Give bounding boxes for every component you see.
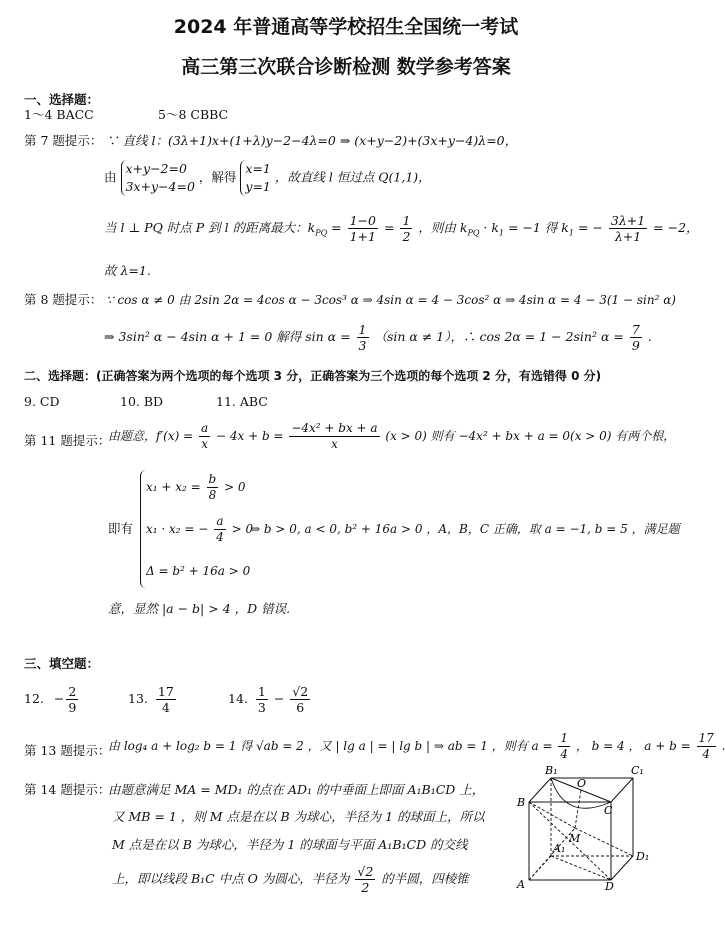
edge-BB1 bbox=[529, 778, 551, 802]
hint11-frac1: $\frac{a}{x}$ bbox=[201, 421, 209, 451]
edge-MO bbox=[575, 790, 581, 828]
answer-13: 13. $\frac{17}{4}$ bbox=[128, 684, 174, 715]
hint7-p3e: = − bbox=[577, 220, 603, 235]
hint7-system1 bbox=[121, 160, 195, 196]
label-B: B bbox=[517, 796, 526, 809]
hint11-conditions bbox=[140, 470, 254, 588]
edge-A1D bbox=[551, 856, 611, 880]
label-C1: C₁ bbox=[631, 764, 644, 777]
hint8-frac2: $\frac{7}{9}$ bbox=[631, 322, 640, 353]
hint7-you: 由 bbox=[104, 169, 117, 185]
hint11-cond3: Δ = b² + 16a > 0 bbox=[146, 564, 251, 578]
label-O: O bbox=[577, 777, 587, 790]
hint7-frac1: $\frac{1-0}{1+1}$ bbox=[349, 213, 376, 244]
hint8-p2a: ⇒ 3sin² α − 4sin α + 1 = 0 解得 sin α = bbox=[104, 329, 351, 344]
section1-heading: 一、选择题： bbox=[24, 92, 100, 107]
hint8-p2c: . bbox=[647, 329, 652, 344]
answer-12: 12. − $\frac{2}{9}$ bbox=[24, 684, 77, 715]
hint7-solve: ，解得 bbox=[198, 169, 237, 185]
edge-CC1 bbox=[611, 778, 633, 802]
label-A: A bbox=[517, 878, 525, 891]
hint7-eq: = bbox=[331, 220, 342, 235]
hint14-line3: M 点是在以 B 为球心，半径为 1 的球面与平面 A₁B₁CD 的交线 bbox=[112, 837, 468, 852]
edge-MD1 bbox=[575, 828, 633, 856]
hint8-line2 bbox=[104, 322, 652, 353]
label-B1: B₁ bbox=[545, 764, 558, 777]
hint7-conclusion: 故 λ=1. bbox=[104, 263, 151, 278]
hint11-p1b: − 4x + b = bbox=[215, 429, 284, 443]
hint11-p1a: 由题意，f′(x) = bbox=[108, 429, 194, 443]
hint11-line1 bbox=[108, 421, 675, 452]
answer-10: 10. BD bbox=[120, 394, 164, 409]
hint7-k1-sub: 1 bbox=[498, 228, 504, 238]
hint7-eq2b: = bbox=[383, 220, 395, 235]
hint7-kpq-sub2: PQ bbox=[467, 228, 480, 238]
hint11-line3: 意，显然 |a − b| > 4 ，D 错误. bbox=[108, 601, 291, 616]
hint7-fixed-point: ，故直线 l 恒过点 Q(1,1)， bbox=[274, 169, 431, 185]
hint7-kpq-sub: PQ bbox=[315, 228, 328, 238]
hint7-p3c: · k bbox=[483, 220, 499, 235]
hint14-line2: 又 MB = 1 ，则 M 点是在以 B 为球心，半径为 1 的球面上，所以 bbox=[112, 809, 485, 824]
hint7-sol2: y=1 bbox=[245, 179, 271, 194]
label-D1: D₁ bbox=[636, 850, 650, 863]
hint11-p1c: (x > 0) 则有 −4x² + bx + a = 0(x > 0) 有两个根， bbox=[385, 429, 676, 443]
doc-title-line1: 2024 年普通高等学校招生全国统一考试 bbox=[173, 16, 519, 38]
answers-5-8: 5～8 CBBC bbox=[158, 107, 229, 122]
answer-9: 9. CD bbox=[24, 394, 60, 409]
hint14-label: 第 14 题提示： bbox=[24, 782, 111, 797]
doc-title-line2: 高三第三次联合诊断检测 数学参考答案 bbox=[181, 56, 511, 78]
hint7-eq1: x+y−2=0 bbox=[125, 161, 187, 176]
hint7-eq2: 3x+y−4=0 bbox=[125, 179, 195, 194]
hint7-system2 bbox=[240, 160, 271, 196]
label-M: M bbox=[569, 832, 581, 845]
answers-1-4: 1～4 BACC bbox=[24, 107, 94, 122]
hint14-line4: 上，即以线段 B₁C 中点 O 为圆心，半径为 $\frac{√2}{2}$ 的半圆，四棱锥 bbox=[112, 864, 469, 895]
edge-DD1 bbox=[611, 856, 633, 880]
cube-figure bbox=[505, 762, 655, 892]
hint14-line1: 由题意满足 MA = MD₁ 的点在 AD₁ 的中垂面上即面 A₁B₁CD 上， bbox=[108, 782, 485, 797]
hint11-frac2: $\frac{\text{−4x² + bx + a}}{x}$ bbox=[291, 421, 378, 451]
hint7-p3a: 当 l ⊥ PQ 时点 P 到 l 的距离最大：k bbox=[104, 220, 316, 235]
hint7-label: 第 7 题提示： bbox=[24, 133, 103, 148]
hint11-cond1: x₁ + x₂ = $\frac{b}{8}$ > 0 bbox=[146, 472, 246, 502]
label-D: D bbox=[605, 880, 614, 893]
hint7-line1: ∵ 直线 l：(3λ+1)x+(1+λ)y−2−4λ=0 ⇒ (x+y−2)+(3x+y−4)λ=0， bbox=[106, 133, 518, 148]
answer-11: 11. ABC bbox=[216, 394, 268, 409]
label-A1: A₁ bbox=[553, 842, 566, 855]
hint7-p3d: = −1 得 k bbox=[507, 220, 569, 235]
hint7-line3 bbox=[104, 213, 699, 244]
hint11-line2: ⇒ b > 0, a < 0, b² + 16a > 0 ，A，B，C 正确，取 a = −1, b = 5 ，满足题 bbox=[250, 522, 680, 536]
hint7-system-line bbox=[104, 160, 431, 196]
hint11-jy: 即有 bbox=[108, 521, 134, 536]
hint8-frac1: $\frac{1}{3}$ bbox=[358, 322, 367, 353]
hint11-cond2: x₁ · x₂ = − $\frac{a}{4}$ > 0 bbox=[146, 514, 254, 544]
hint11-label: 第 11 题提示： bbox=[24, 433, 111, 448]
section2-heading: 二、选择题：(正确答案为两个选项的每个选项 3 分，正确答案为三个选项的每个选项 2 分，有选错得 0 分) bbox=[24, 369, 602, 383]
hint8-p2b: （sin α ≠ 1），∴ cos 2α = 1 − 2sin² α = bbox=[374, 329, 624, 344]
hint8-line1: ∵ cos α ≠ 0 由 2sin 2α = 4cos α − 3cos³ α ⇒ 4sin α = 4 − 3cos² α ⇒ 4sin α = 4 − 3(1 − sin² α) bbox=[106, 293, 676, 307]
hint7-frac3: $\frac{3\lambda+1}{\lambda+1}$ bbox=[610, 213, 646, 244]
hint7-frac2: $\frac{1}{2}$ bbox=[402, 213, 411, 244]
hint7-k1-sub2: 1 bbox=[568, 228, 574, 238]
hint8-label: 第 8 题提示： bbox=[24, 292, 103, 307]
hint13-label: 第 13 题提示： bbox=[24, 743, 111, 758]
hint13-line1: 由 log₄ a + log₂ b = 1 得 √ab = 2 ，又 | lg a | = | lg b | ⇒ ab = 1 ，则有 a = $\frac{1}{4}$ ， b = 4 ， a + b = $\frac{17}{4}$ bbox=[108, 731, 714, 761]
hint7-sol1: x=1 bbox=[245, 161, 271, 176]
label-C: C bbox=[604, 804, 613, 817]
hint7-p3b: ，则由 k bbox=[418, 220, 468, 235]
hint7-p3f: = −2， bbox=[653, 220, 699, 235]
section3-heading: 三、填空题： bbox=[24, 656, 100, 671]
answer-14: 14. $\frac{1}{3}$ − $\frac{√2}{6}$ bbox=[228, 684, 309, 715]
